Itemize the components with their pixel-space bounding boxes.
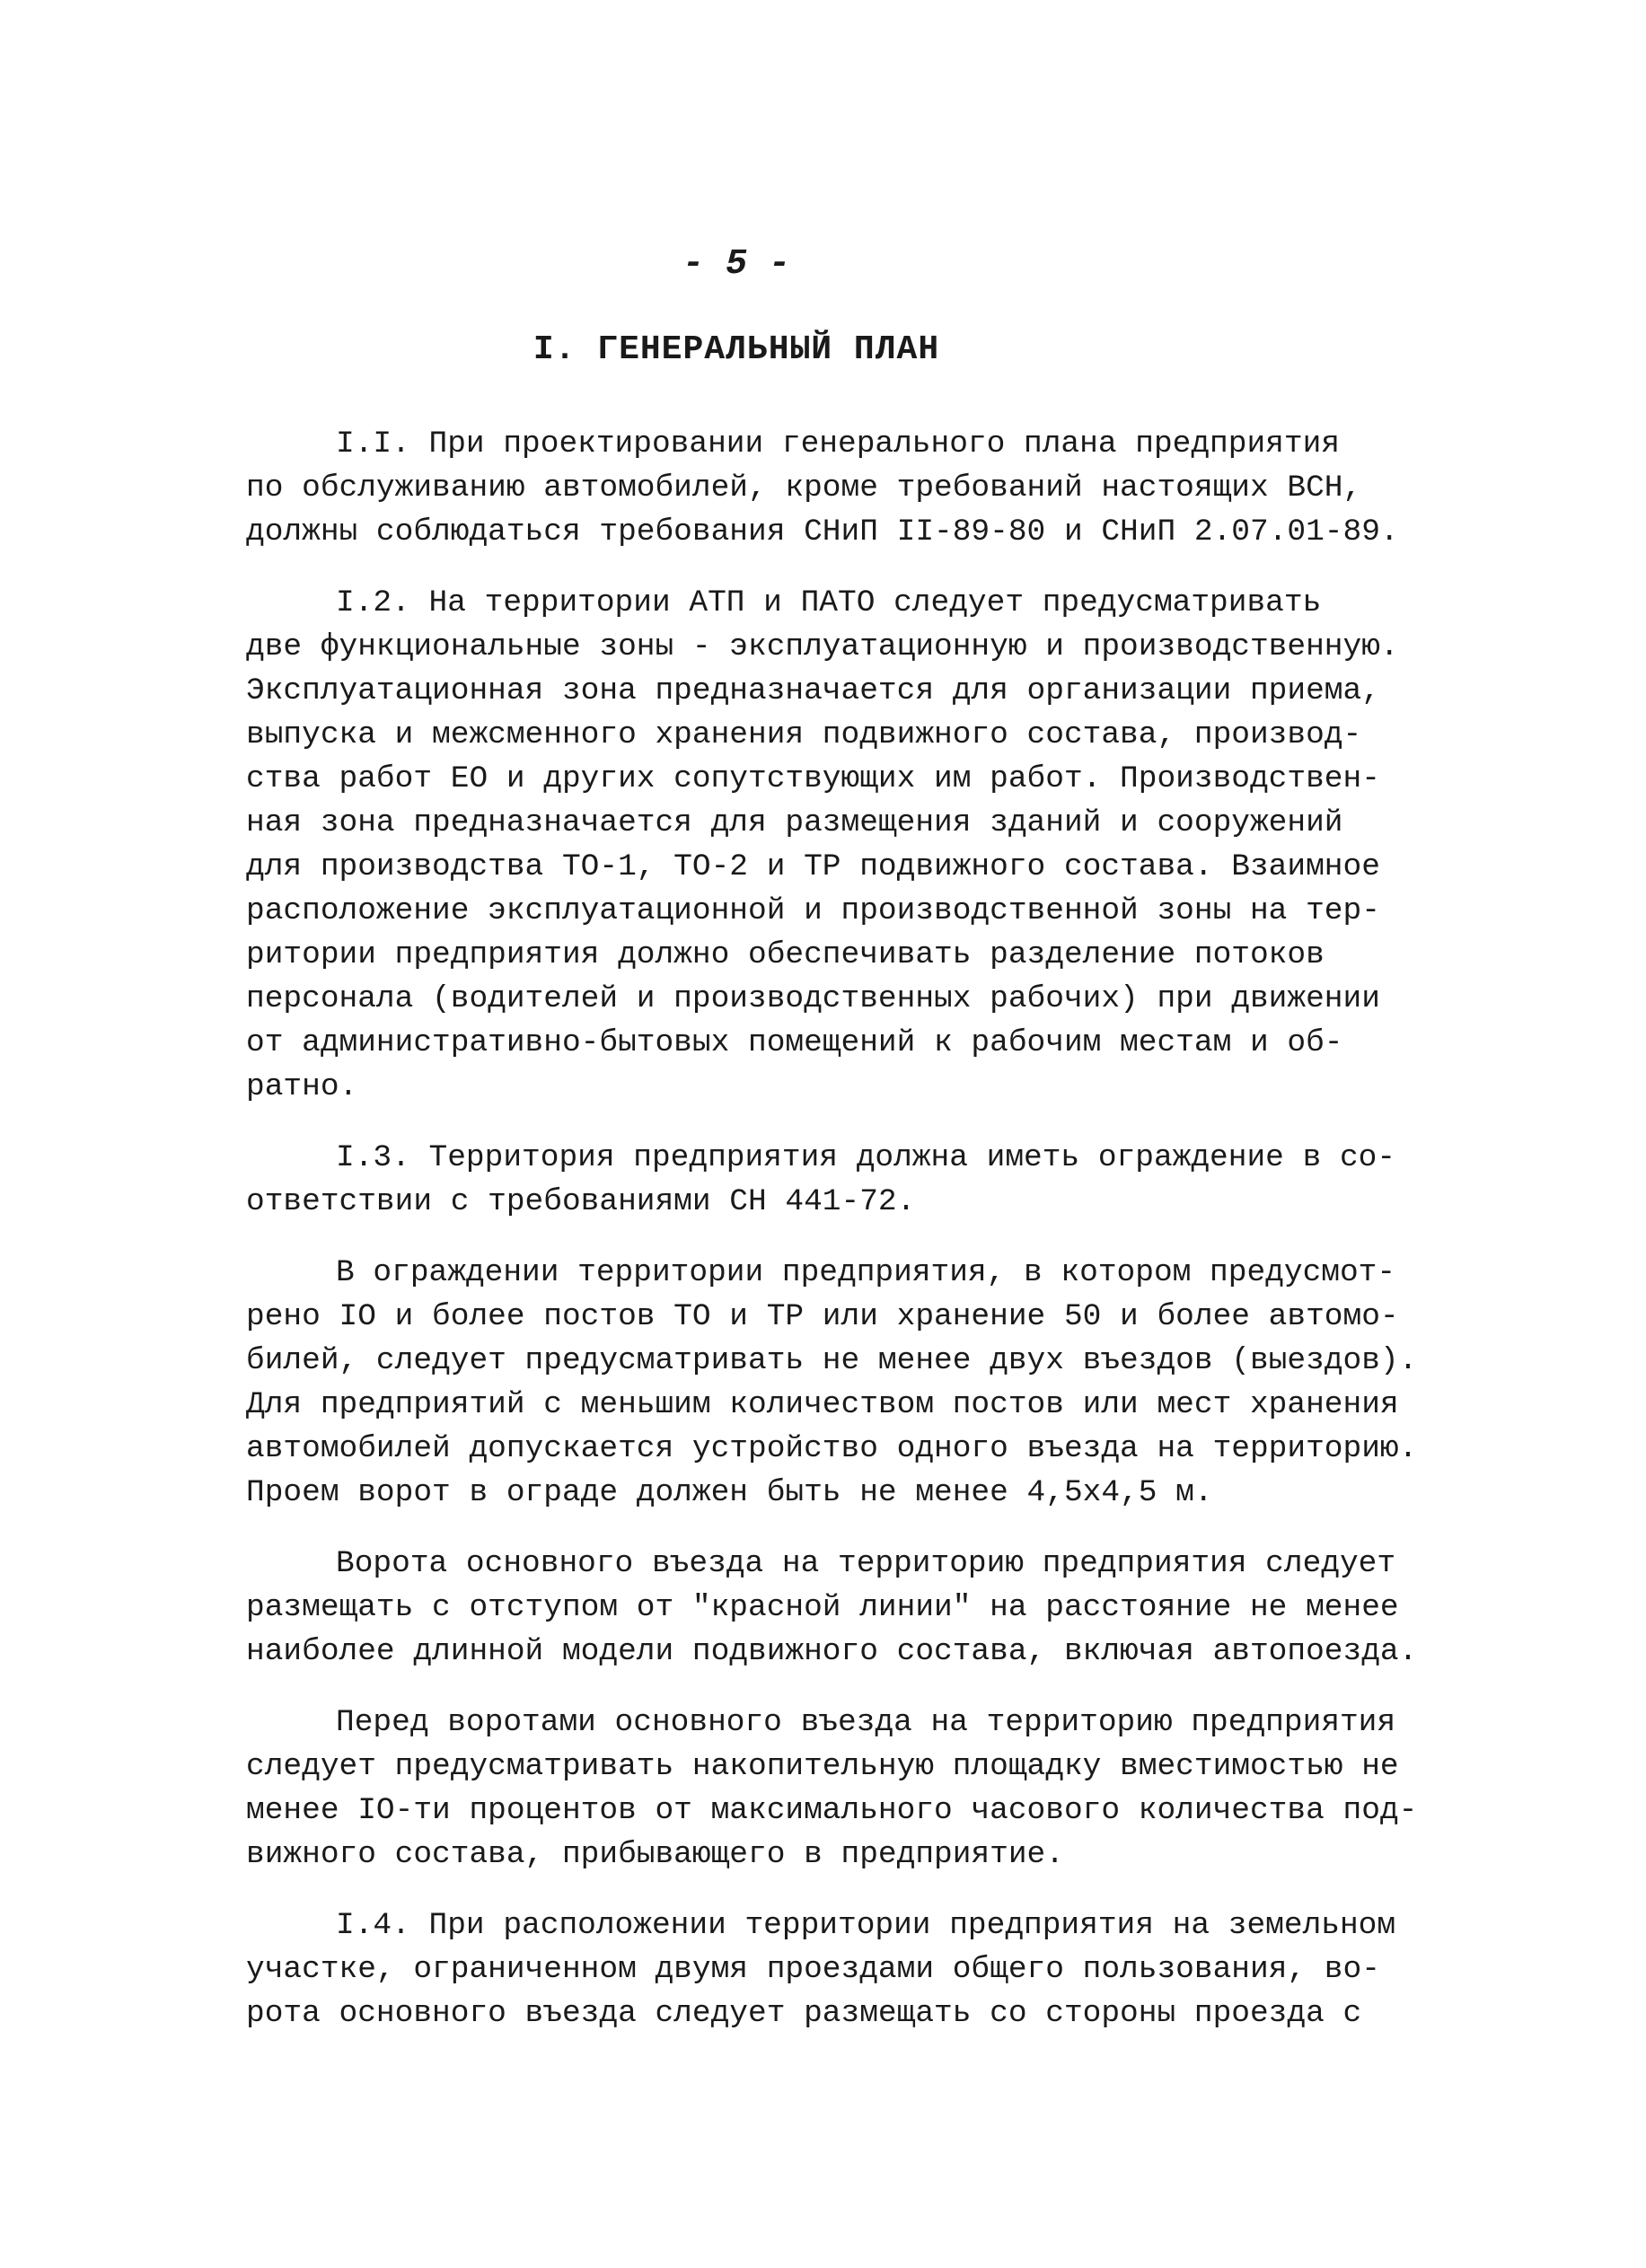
section-title: I. ГЕНЕРАЛЬНЫЙ ПЛАН xyxy=(533,330,940,369)
text-line: Проем ворот в ограде должен быть не менее 4,5х4,5 м. xyxy=(246,1475,1213,1510)
text-line: ная зона предназначается для размещения зданий и сооружений xyxy=(246,805,1343,840)
text-line: выпуска и межсменного хранения подвижного состава, производ- xyxy=(246,717,1362,752)
page-number: - 5 - xyxy=(682,244,791,285)
paragraph xyxy=(246,422,1413,554)
text-line: Перед воротами основного въезда на территорию предприятия xyxy=(336,1705,1396,1740)
text-line: размещать с отступом от "красной линии" на расстояние не менее xyxy=(246,1590,1399,1625)
text-line: персонала (водителей и производственных рабочих) при движении xyxy=(246,981,1380,1016)
paragraph xyxy=(246,1542,1418,1674)
text-line: следует предусматривать накопительную площадку вместимостью не xyxy=(246,1749,1399,1784)
text-line: рота основного въезда следует размещать со стороны проезда с xyxy=(246,1996,1362,2031)
paragraph xyxy=(246,1136,1413,1224)
text-line: I.4. При расположении территории предприятия на земельном xyxy=(336,1908,1396,1943)
text-line: наиболее длинной модели подвижного состава, включая автопоезда. xyxy=(246,1634,1418,1669)
text-line: должны соблюдаться требования СНиП II-89-80 и СНиП 2.07.01-89. xyxy=(246,514,1399,549)
text-line: менее IO-ти процентов от максимального часового количества под- xyxy=(246,1793,1418,1828)
text-line: ответствии с требованиями СН 441-72. xyxy=(246,1184,916,1219)
text-line: вижного состава, прибывающего в предприятие. xyxy=(246,1837,1064,1872)
text-line: I.I. При проектировании генерального плана предприятия xyxy=(336,426,1340,462)
text-line: I.3. Территория предприятия должна иметь ограждение в со- xyxy=(336,1140,1396,1175)
body-text xyxy=(246,422,1418,2062)
text-line: по обслуживанию автомобилей, кроме требований настоящих ВСН, xyxy=(246,470,1362,505)
text-line: от административно-бытовых помещений к рабочим местам и об- xyxy=(246,1025,1343,1060)
text-line: В ограждении территории предприятия, в котором предусмот- xyxy=(336,1255,1396,1290)
text-line: участке, ограниченном двумя проездами общего пользования, во- xyxy=(246,1952,1380,1987)
paragraph xyxy=(246,1251,1418,1515)
text-line: для производства ТО-1, ТО-2 и ТР подвижного состава. Взаимное xyxy=(246,849,1380,884)
paragraph xyxy=(246,1903,1413,2035)
text-line: автомобилей допускается устройство одного въезда на территорию. xyxy=(246,1431,1418,1466)
paragraph xyxy=(246,1701,1418,1877)
text-line: две функциональные зоны - эксплуатационную и производственную. xyxy=(246,629,1399,664)
text-line: билей, следует предусматривать не менее двух въездов (выездов). xyxy=(246,1343,1418,1378)
text-line: Эксплуатационная зона предназначается для организации приема, xyxy=(246,673,1380,708)
text-line: рено IO и более постов ТО и ТР или хранение 50 и более автомо- xyxy=(246,1299,1399,1334)
paragraph xyxy=(246,581,1413,1109)
text-line: I.2. На территории АТП и ПАТО следует предусматривать xyxy=(336,585,1322,620)
text-line: ратно. xyxy=(246,1069,358,1104)
text-line: расположение эксплуатационной и производственной зоны на тер- xyxy=(246,893,1380,928)
text-line: ства работ ЕО и других сопутствующих им работ. Производствен- xyxy=(246,761,1380,796)
text-line: ритории предприятия должно обеспечивать разделение потоков xyxy=(246,937,1325,972)
text-line: Ворота основного въезда на территорию предприятия следует xyxy=(336,1546,1396,1581)
text-line: Для предприятий с меньшим количеством постов или мест хранения xyxy=(246,1387,1399,1422)
